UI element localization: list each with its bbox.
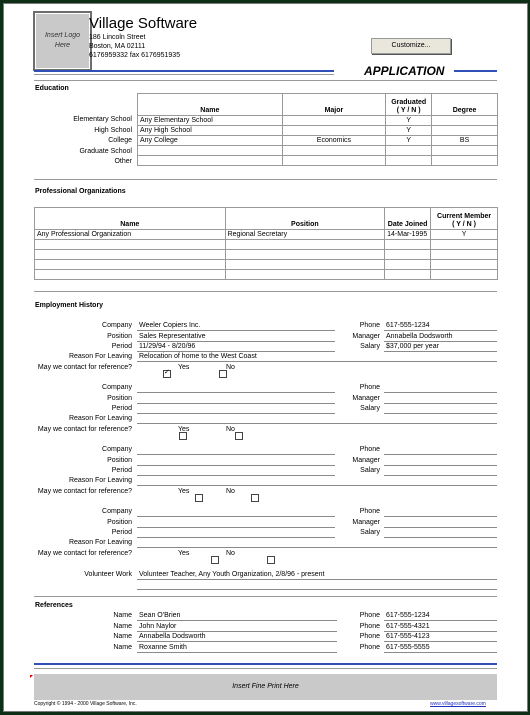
- organization-row: [35, 250, 498, 260]
- header-rule-thin: [34, 74, 334, 75]
- contact-no-checkbox[interactable]: [251, 494, 259, 502]
- application-title: APPLICATION: [364, 64, 445, 78]
- company-phones: 6176959332 fax 6176951935: [89, 52, 181, 59]
- edu-graduated-cell[interactable]: Y: [386, 116, 432, 126]
- emp-salary-label: Salary: [360, 343, 380, 350]
- emp-salary-line: [384, 413, 497, 414]
- emp-salary-label: Salary: [360, 529, 380, 536]
- emp-manager-value[interactable]: Annabella Dodsworth: [386, 332, 453, 340]
- emp-period-line: [137, 351, 335, 352]
- org-date-cell[interactable]: [385, 260, 431, 270]
- emp-salary-label: Salary: [360, 467, 380, 474]
- emp-contact-label: May we contact for reference?: [37, 488, 132, 495]
- emp-phone-label: Phone: [359, 446, 380, 453]
- edu-major-cell[interactable]: Economics: [282, 136, 386, 146]
- emp-salary-label: Salary: [360, 405, 380, 412]
- reference-phone-label: Phone: [359, 612, 380, 619]
- edu-name-cell[interactable]: [138, 146, 283, 156]
- emp-manager-line: [384, 465, 497, 466]
- emp-position-value[interactable]: Sales Representative: [139, 332, 206, 340]
- org-name-cell[interactable]: [35, 260, 226, 270]
- application-form: [3, 3, 528, 712]
- edu-graduated-cell[interactable]: Y: [386, 126, 432, 136]
- emp-period-label: Period: [111, 529, 132, 536]
- copyright: Copyright © 1994 - 2000 Village Software, Inc.: [34, 701, 137, 707]
- emp-period-label: Period: [111, 343, 132, 350]
- emp-reason-line: [137, 485, 497, 486]
- edu-row-label: College: [108, 137, 132, 144]
- reference-phone-value[interactable]: 617-555-1234: [386, 612, 430, 619]
- emp-phone-line: [384, 330, 497, 331]
- emp-contact-label: May we contact for reference?: [37, 364, 132, 371]
- emp-reason-line: [137, 361, 497, 362]
- corner-marker: [30, 675, 33, 678]
- org-member-cell[interactable]: [431, 250, 498, 260]
- reference-name-value[interactable]: Sean O'Brien: [139, 612, 181, 619]
- education-row: [138, 136, 498, 146]
- org-header-member: Current Member ( Y / N ): [431, 208, 498, 230]
- employment-heading: Employment History: [35, 302, 104, 309]
- org-position-cell[interactable]: Regional Secretary: [225, 230, 385, 240]
- emp-salary-line: [384, 475, 497, 476]
- emp-reason-value[interactable]: Relocation of home to the West Coast: [139, 353, 257, 360]
- contact-no-checkbox[interactable]: [267, 556, 275, 564]
- header-rule-right: [454, 70, 497, 72]
- org-date-cell[interactable]: [385, 270, 431, 280]
- emp-phone-label: Phone: [359, 384, 380, 391]
- edu-name-cell[interactable]: [138, 156, 283, 166]
- education-heading: Education: [35, 85, 69, 92]
- org-date-cell[interactable]: [385, 250, 431, 260]
- org-header-position: Position: [225, 208, 385, 230]
- emp-company-line: [137, 392, 335, 393]
- org-member-cell[interactable]: [431, 270, 498, 280]
- edu-major-cell[interactable]: [282, 116, 386, 126]
- emp-period-line: [137, 413, 335, 414]
- website-link[interactable]: www.villagesoftware.com: [430, 701, 486, 707]
- org-member-cell[interactable]: [431, 240, 498, 250]
- emp-company-line: [137, 454, 335, 455]
- reference-phone-label: Phone: [359, 633, 380, 640]
- contact-yes-checkbox[interactable]: [195, 494, 203, 502]
- emp-manager-label: Manager: [352, 518, 380, 526]
- edu-name-cell[interactable]: Any College: [138, 136, 283, 146]
- emp-manager-line: [384, 341, 497, 342]
- emp-reason-label: Reason For Leaving: [68, 477, 132, 484]
- org-position-cell[interactable]: [225, 250, 385, 260]
- reference-phone-value[interactable]: 617-555-4123: [386, 633, 430, 640]
- edu-header-graduated: Graduated ( Y / N ): [386, 94, 432, 116]
- reference-phone-line: [384, 620, 497, 621]
- reference-name-value[interactable]: John Naylor: [139, 622, 177, 630]
- org-position-cell[interactable]: [225, 260, 385, 270]
- reference-phone-line: [384, 652, 497, 653]
- edu-row-label: High School: [94, 126, 132, 134]
- org-member-cell[interactable]: [431, 260, 498, 270]
- emp-position-label: Position: [107, 456, 132, 464]
- org-name-cell[interactable]: [35, 270, 226, 280]
- emp-salary-line: [384, 351, 497, 352]
- education-row: [138, 116, 498, 126]
- reference-name-value[interactable]: Annabella Dodsworth: [139, 633, 206, 640]
- emp-reason-label: Reason For Leaving: [68, 415, 132, 422]
- organizations-heading: Professional Organizations: [35, 188, 126, 195]
- fine-print: Insert Fine Print Here: [34, 674, 497, 700]
- emp-position-label: Position: [107, 332, 132, 340]
- reference-name-line: [137, 652, 337, 653]
- emp-manager-line: [384, 403, 497, 404]
- footer-rule-thin: [34, 668, 497, 669]
- emp-period-label: Period: [111, 405, 132, 412]
- header-rule: [34, 70, 334, 72]
- organization-row: [35, 230, 498, 240]
- emp-manager-line: [384, 527, 497, 528]
- edu-header-name: Name: [138, 94, 283, 116]
- emp-phone-value[interactable]: 617-555-1234: [386, 322, 430, 329]
- edu-degree-cell[interactable]: [432, 126, 498, 136]
- education-row: [138, 156, 498, 166]
- reference-name-line: [137, 620, 337, 621]
- volunteer-line: [137, 579, 497, 580]
- contact-no-label: No: [226, 488, 235, 495]
- emp-phone-label: Phone: [359, 322, 380, 329]
- emp-period-line: [137, 537, 335, 538]
- section-divider: [34, 291, 497, 292]
- reference-phone-line: [384, 641, 497, 642]
- edu-row-label: Other: [114, 158, 132, 165]
- volunteer-line-2: [137, 589, 497, 590]
- edu-header-degree: Degree: [432, 94, 498, 116]
- edu-header-major: Major: [282, 94, 386, 116]
- edu-name-cell[interactable]: Any High School: [138, 126, 283, 136]
- emp-company-label: Company: [102, 508, 132, 515]
- emp-company-value[interactable]: Weeler Copiers Inc.: [139, 322, 201, 329]
- reference-name-label: Name: [113, 622, 132, 630]
- emp-salary-value[interactable]: $37,000 per year: [386, 343, 439, 350]
- emp-phone-line: [384, 392, 497, 393]
- contact-no-label: No: [226, 550, 235, 557]
- emp-reason-label: Reason For Leaving: [68, 353, 132, 360]
- org-name-cell[interactable]: [35, 250, 226, 260]
- organizations-table: [34, 207, 498, 280]
- company-address-line1: 186 Lincoln Street: [89, 34, 146, 41]
- reference-name-label: Name: [113, 643, 132, 651]
- organization-row: [35, 240, 498, 250]
- edu-degree-cell[interactable]: [432, 146, 498, 156]
- org-date-cell[interactable]: [385, 240, 431, 250]
- contact-no-checkbox[interactable]: [235, 432, 243, 440]
- reference-phone-value[interactable]: 617-555-4321: [386, 622, 430, 630]
- edu-name-cell[interactable]: Any Elementary School: [138, 116, 283, 126]
- edu-graduated-cell[interactable]: [386, 156, 432, 166]
- contact-yes-checkbox[interactable]: [163, 370, 171, 378]
- emp-reason-label: Reason For Leaving: [68, 539, 132, 546]
- emp-position-line: [137, 341, 335, 342]
- emp-contact-label: May we contact for reference?: [37, 550, 132, 557]
- emp-reason-line: [137, 547, 497, 548]
- edu-graduated-cell[interactable]: [386, 146, 432, 156]
- education-table: [137, 93, 498, 166]
- reference-name-line: [137, 641, 337, 642]
- emp-phone-line: [384, 454, 497, 455]
- reference-name-label: Name: [113, 612, 132, 619]
- edu-degree-cell[interactable]: BS: [432, 136, 498, 146]
- emp-company-label: Company: [102, 446, 132, 453]
- emp-position-line: [137, 465, 335, 466]
- reference-phone-label: Phone: [359, 622, 380, 630]
- footer-rule: [34, 663, 497, 665]
- edu-degree-cell[interactable]: [432, 116, 498, 126]
- reference-name-value[interactable]: Roxanne Smith: [139, 643, 187, 651]
- org-date-cell[interactable]: 14-Mar-1995: [385, 230, 431, 240]
- reference-phone-line: [384, 631, 497, 632]
- emp-position-line: [137, 403, 335, 404]
- logo-placeholder: Insert Logo Here: [33, 11, 92, 71]
- reference-name-line: [137, 631, 337, 632]
- edu-degree-cell[interactable]: [432, 156, 498, 166]
- emp-company-line: [137, 516, 335, 517]
- org-position-cell[interactable]: [225, 240, 385, 250]
- emp-company-label: Company: [102, 322, 132, 329]
- contact-yes-label: Yes: [178, 550, 190, 557]
- edu-major-cell[interactable]: [282, 126, 386, 136]
- edu-graduated-cell[interactable]: Y: [386, 136, 432, 146]
- contact-no-label: No: [226, 426, 235, 433]
- emp-position-label: Position: [107, 394, 132, 402]
- edu-row-label: Graduate School: [79, 147, 132, 155]
- emp-company-line: [137, 330, 335, 331]
- organization-row: [35, 270, 498, 280]
- emp-manager-label: Manager: [352, 456, 380, 464]
- reference-phone-label: Phone: [359, 643, 380, 651]
- emp-phone-label: Phone: [359, 508, 380, 515]
- company-address-line2: Boston, MA 02111: [89, 43, 146, 50]
- company-name: Village Software: [89, 15, 198, 32]
- contact-yes-label: Yes: [178, 426, 190, 433]
- org-header-date: Date Joined: [385, 208, 431, 230]
- emp-manager-label: Manager: [352, 332, 380, 340]
- education-row: [138, 146, 498, 156]
- customize-button[interactable]: Customize...: [371, 38, 451, 54]
- emp-phone-line: [384, 516, 497, 517]
- emp-manager-label: Manager: [352, 394, 380, 402]
- edu-major-cell[interactable]: [282, 146, 386, 156]
- org-position-cell[interactable]: [225, 270, 385, 280]
- reference-name-label: Name: [113, 633, 132, 640]
- emp-position-line: [137, 527, 335, 528]
- emp-reason-line: [137, 423, 497, 424]
- edu-major-cell[interactable]: [282, 156, 386, 166]
- emp-period-value[interactable]: 11/29/94 - 8/20/96: [139, 343, 196, 350]
- contact-yes-label: Yes: [178, 488, 190, 495]
- header-rule-bottom: [34, 80, 497, 81]
- org-name-cell[interactable]: [35, 240, 226, 250]
- references-heading: References: [35, 602, 73, 609]
- reference-phone-value[interactable]: 617-555-5555: [386, 643, 430, 651]
- section-divider: [34, 179, 497, 180]
- org-header-name: Name: [35, 208, 226, 230]
- contact-no-label: No: [226, 364, 235, 371]
- emp-contact-label: May we contact for reference?: [37, 426, 132, 433]
- volunteer-value[interactable]: Volunteer Teacher, Any Youth Organization, 2/8/96 - present: [139, 571, 325, 578]
- contact-yes-label: Yes: [178, 364, 190, 371]
- org-member-cell[interactable]: Y: [431, 230, 498, 240]
- volunteer-label: Volunteer Work: [84, 571, 132, 578]
- section-divider: [34, 596, 497, 597]
- emp-company-label: Company: [102, 384, 132, 391]
- emp-position-label: Position: [107, 518, 132, 526]
- edu-row-label: Elementary School: [73, 116, 132, 123]
- emp-salary-line: [384, 537, 497, 538]
- emp-period-label: Period: [111, 467, 132, 474]
- contact-yes-checkbox[interactable]: [211, 556, 219, 564]
- emp-period-line: [137, 475, 335, 476]
- org-name-cell[interactable]: Any Professional Organization: [35, 230, 226, 240]
- education-row: [138, 126, 498, 136]
- organization-row: [35, 260, 498, 270]
